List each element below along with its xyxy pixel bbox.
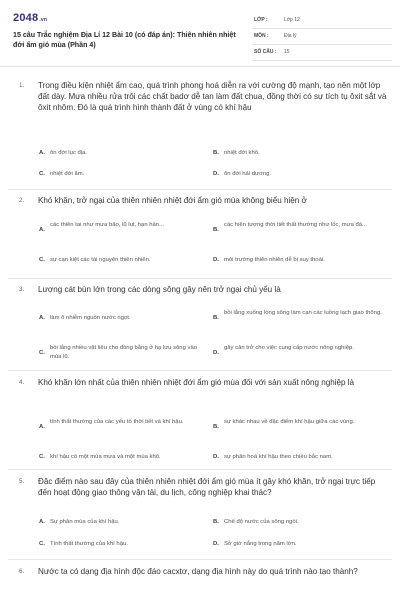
- question-text: Đặc điểm nào sau đây của thiên nhiên nhiệt đới ẩm gió mùa ít gây khó khăn, trở ngại trực tiếp đến hoạt động giao thông vận tải, du lịch, công nghiệp khai thác?: [38, 477, 376, 498]
- option-letter: C.: [39, 454, 45, 460]
- option-text: ôn đới lục địa.: [50, 150, 87, 156]
- option-letter: A.: [39, 519, 45, 525]
- option-text: ôn đới hải dương.: [224, 171, 272, 177]
- question-number: 5.: [19, 478, 25, 485]
- meta-row-subject: [252, 29, 392, 45]
- option-letter: A.: [39, 150, 45, 156]
- option-text: khí hậu có một mùa mưa và một mùa khô.: [50, 454, 161, 460]
- option-text: các thiên tai như mưa bão, lũ lụt, hạn hán...: [50, 222, 164, 228]
- option-letter: C.: [39, 541, 45, 547]
- meta-row-class: [252, 13, 392, 29]
- option-letter: A.: [39, 227, 45, 233]
- option-letter: D.: [213, 541, 219, 547]
- meta-value: Lớp 12: [284, 17, 300, 23]
- question-text: Trong điều kiện nhiệt ẩm cao, quá trình phong hoá diễn ra với cường độ mạnh, tạo nên một lớp đất dày. Mưa nhiều rửa trôi các chất badơ dễ tan làm đất chua, đồng thời có sự tích tụ ôxit sắt và ôxit nhôm. Đó là quá trình hình thành đất ở vùng có khí hậu: [38, 81, 387, 113]
- option-letter: C.: [39, 171, 45, 177]
- meta-label: SỐ CÂU :: [254, 49, 277, 55]
- divider: [8, 278, 392, 279]
- option-letter: C.: [39, 350, 45, 356]
- option-text: sự khác nhau về đặc điểm khí hậu giữa các vùng.: [224, 419, 355, 425]
- option-letter: B.: [213, 150, 219, 156]
- option-letter: D.: [213, 257, 219, 263]
- option-text: các hiện tượng thời tiết thất thường như lốc, mưa đá...: [224, 222, 367, 228]
- option-letter: A.: [39, 315, 45, 321]
- page-title: 15 câu Trắc nghiệm Địa Lí 12 Bài 10 (có đáp án): Thiên nhiên nhiệt đới ẩm gió mùa (Phần 4): [13, 31, 236, 49]
- option-text: sự cạn kiệt các tài nguyên thiên nhiên.: [50, 257, 151, 263]
- meta-value: Địa lý: [284, 33, 297, 39]
- option-text: Tính thất thường của khí hậu.: [50, 541, 128, 547]
- meta-label: LỚP :: [254, 17, 268, 23]
- option-text: gây cản trở cho việc cung cấp nước nông nghiệp.: [224, 345, 354, 351]
- meta-value: 15: [284, 49, 290, 55]
- divider: [8, 559, 392, 560]
- question-text: Khó khăn, trở ngại của thiên nhiên nhiệt đới ẩm gió mùa không biểu hiện ở: [38, 196, 307, 205]
- option-text: làm ô nhiễm nguồn nước ngọt.: [50, 315, 131, 321]
- meta-table: [252, 13, 392, 61]
- question-number: 3.: [19, 286, 25, 293]
- site-logo[interactable]: [13, 12, 47, 24]
- question-number: 1.: [19, 82, 25, 89]
- question-number: 6.: [19, 568, 25, 575]
- option-text: Sự phân mùa của khí hậu.: [50, 519, 120, 525]
- option-letter: A.: [39, 424, 45, 430]
- option-letter: C.: [39, 257, 45, 263]
- question-text: Nước ta có dạng địa hình độc đáo cacxtơ, dạng địa hình này do quá trình nào tạo thành?: [38, 567, 358, 576]
- question-number: 4.: [19, 379, 25, 386]
- option-text: Chế độ nước của sông ngòi.: [224, 519, 299, 525]
- option-letter: D.: [213, 171, 219, 177]
- option-letter: B.: [213, 227, 219, 233]
- option-letter: D.: [213, 454, 219, 460]
- meta-row-count: [252, 45, 392, 61]
- option-letter: B.: [213, 519, 219, 525]
- logo-text: 2048: [13, 12, 39, 24]
- divider: [8, 189, 392, 190]
- option-text: Sở giờ nắng trong năm lớn.: [224, 541, 297, 547]
- divider: [8, 469, 392, 470]
- option-text: bồi lắng xuống lòng sông làm cạn các luồng lạch giao thông.: [224, 310, 382, 316]
- question-text: Khó khăn lớn nhất của thiên nhiên nhiệt đới ẩm gió mùa đối với sản xuất nông nghiệp là: [38, 378, 355, 387]
- question-text: Lượng cát bùn lớn trong các dòng sông gây nên trở ngại chủ yếu là: [38, 285, 281, 294]
- question-number: 2.: [19, 197, 25, 204]
- option-text: nhiệt đới ẩm.: [50, 171, 85, 177]
- option-letter: B.: [213, 315, 219, 321]
- option-letter: D.: [213, 350, 219, 356]
- meta-label: MÔN :: [254, 33, 269, 39]
- divider: [8, 370, 392, 371]
- option-text: nhiệt đới khô.: [224, 150, 260, 156]
- logo-suffix: .vn: [39, 17, 48, 23]
- option-text: tính thất thường của các yếu tố thời tiết và khí hậu.: [50, 419, 184, 425]
- option-text: bồi lắng nhiều vật liệu cho đồng bằng ở hạ lưu sông vào mùa lũ.: [50, 345, 197, 360]
- option-letter: B.: [213, 424, 219, 430]
- option-text: sự phân hoá khí hậu theo chiều bắc nam.: [224, 454, 333, 460]
- page-header: [0, 0, 400, 67]
- option-text: môi trường thiên nhiên dễ bị suy thoái.: [224, 257, 325, 263]
